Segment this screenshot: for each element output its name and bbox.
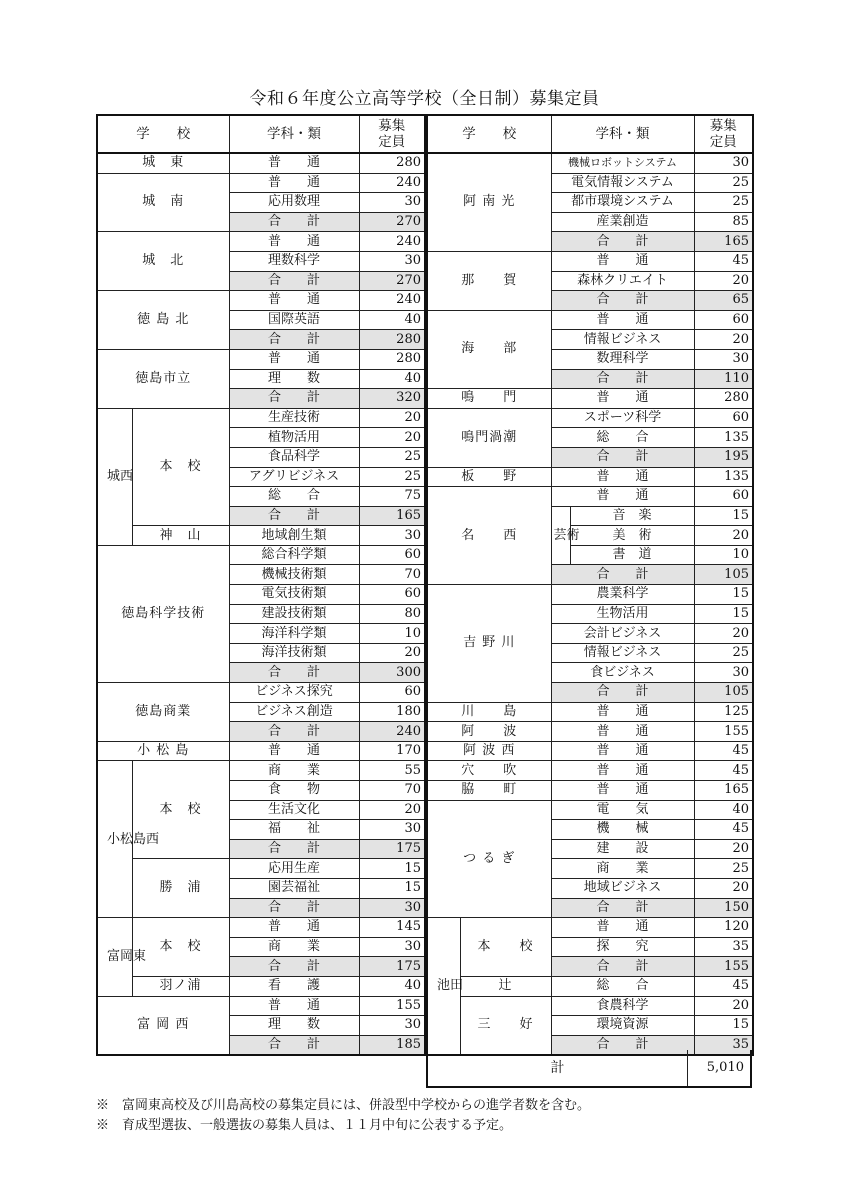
dept-name: 総 合 bbox=[551, 428, 694, 448]
table-row bbox=[427, 310, 753, 330]
total-label: 合 計 bbox=[229, 271, 359, 291]
dept-name: 理数科学 bbox=[229, 251, 359, 271]
dept-name: 会計ビジネス bbox=[551, 624, 694, 644]
dept-name: 普 通 bbox=[551, 741, 694, 761]
capacity-value: 20 bbox=[359, 800, 425, 820]
campus-name: 勝 浦 bbox=[132, 859, 229, 918]
table-row bbox=[427, 389, 753, 409]
dept-name: 総合科学類 bbox=[229, 545, 359, 565]
total-label: 合 計 bbox=[229, 506, 359, 526]
table-row bbox=[427, 408, 753, 428]
total-label: 合 計 bbox=[229, 957, 359, 977]
dept-name: 食ビジネス bbox=[551, 663, 694, 683]
school-name: 徳島市立 bbox=[97, 349, 229, 408]
capacity-value: 25 bbox=[694, 859, 753, 879]
capacity-value: 170 bbox=[359, 741, 425, 761]
capacity-value: 15 bbox=[694, 1016, 753, 1036]
total-label: 合 計 bbox=[551, 447, 694, 467]
capacity-value: 60 bbox=[694, 310, 753, 330]
capacity-value: 60 bbox=[359, 585, 425, 605]
school-name: 鳴門渦潮 bbox=[427, 408, 551, 467]
total-value: 110 bbox=[694, 369, 753, 389]
capacity-value: 125 bbox=[694, 702, 753, 722]
dept-name: 美 術 bbox=[570, 526, 694, 546]
dept-name: 生活文化 bbox=[229, 800, 359, 820]
total-value: 150 bbox=[694, 898, 753, 918]
capacity-value: 30 bbox=[359, 193, 425, 213]
header-row bbox=[427, 115, 753, 153]
total-label: 合 計 bbox=[229, 212, 359, 232]
total-label: 合 計 bbox=[551, 565, 694, 585]
campus-name: 本 校 bbox=[460, 918, 551, 977]
table-row bbox=[97, 526, 425, 546]
dept-name: 普 通 bbox=[551, 918, 694, 938]
table-row bbox=[97, 291, 425, 311]
capacity-value: 60 bbox=[694, 487, 753, 507]
dept-name: 福 祉 bbox=[229, 820, 359, 840]
dept-name: 普 通 bbox=[551, 781, 694, 801]
dept-name: 食農科学 bbox=[551, 996, 694, 1016]
dept-name: 食品科学 bbox=[229, 447, 359, 467]
table-row bbox=[97, 976, 425, 996]
total-value: 105 bbox=[694, 683, 753, 703]
dept-name: 普 通 bbox=[229, 153, 359, 173]
dept-name: 産業創造 bbox=[551, 212, 694, 232]
school-name: 城 東 bbox=[97, 153, 229, 173]
table-row bbox=[97, 545, 425, 565]
dept-name: スポーツ科学 bbox=[551, 408, 694, 428]
dept-name: 海洋技術類 bbox=[229, 643, 359, 663]
table-row bbox=[97, 996, 425, 1016]
capacity-value: 45 bbox=[694, 761, 753, 781]
capacity-value: 40 bbox=[359, 369, 425, 389]
capacity-value: 25 bbox=[694, 643, 753, 663]
school-name: 川 島 bbox=[427, 702, 551, 722]
dept-name: 普 通 bbox=[551, 467, 694, 487]
dept-name: 農業科学 bbox=[551, 585, 694, 605]
dept-name: 情報ビジネス bbox=[551, 330, 694, 350]
dept-name: 数理科学 bbox=[551, 349, 694, 369]
total-value: 280 bbox=[359, 330, 425, 350]
total-value: 320 bbox=[359, 389, 425, 409]
dept-name: 書 道 bbox=[570, 545, 694, 565]
capacity-value: 15 bbox=[694, 585, 753, 605]
dept-name: 生物活用 bbox=[551, 604, 694, 624]
dept-name: 普 通 bbox=[229, 173, 359, 193]
table-row bbox=[97, 408, 425, 428]
footnote: ※ 育成型選抜、一般選抜の募集人員は、１１月中旬に公表する予定。 bbox=[96, 1118, 513, 1133]
campus-name: 本 校 bbox=[132, 408, 229, 526]
total-value: 175 bbox=[359, 839, 425, 859]
dept-name: 建設技術類 bbox=[229, 604, 359, 624]
capacity-value: 45 bbox=[694, 976, 753, 996]
dept-name: 総 合 bbox=[229, 487, 359, 507]
table-row bbox=[427, 761, 753, 781]
table-row bbox=[427, 741, 753, 761]
capacity-value: 280 bbox=[694, 389, 753, 409]
capacity-value: 70 bbox=[359, 565, 425, 585]
dept-name: 機械ロボットシステム bbox=[551, 153, 694, 173]
school-name: 城西 bbox=[97, 408, 132, 545]
dept-name: 看 護 bbox=[229, 976, 359, 996]
school-name: 鳴 門 bbox=[427, 389, 551, 409]
dept-name: 応用数理 bbox=[229, 193, 359, 213]
grand-total-row bbox=[426, 1050, 752, 1088]
total-value: 185 bbox=[359, 1035, 425, 1055]
capacity-value: 25 bbox=[359, 467, 425, 487]
capacity-value: 20 bbox=[694, 839, 753, 859]
dept-name: ビジネス創造 bbox=[229, 702, 359, 722]
dept-name: 普 通 bbox=[551, 761, 694, 781]
dept-name: 理 数 bbox=[229, 369, 359, 389]
school-name: 穴 吹 bbox=[427, 761, 551, 781]
table-row bbox=[97, 741, 425, 761]
capacity-value: 20 bbox=[359, 408, 425, 428]
total-label: 合 計 bbox=[551, 957, 694, 977]
total-value: 195 bbox=[694, 447, 753, 467]
capacity-value: 15 bbox=[359, 859, 425, 879]
dept-name: 普 通 bbox=[551, 487, 694, 507]
total-label: 合 計 bbox=[229, 663, 359, 683]
total-label: 合 計 bbox=[229, 898, 359, 918]
total-label: 合 計 bbox=[229, 839, 359, 859]
total-label: 合 計 bbox=[229, 330, 359, 350]
school-name: 阿 南 光 bbox=[427, 153, 551, 251]
total-label: 合 計 bbox=[229, 722, 359, 742]
header-row bbox=[97, 115, 425, 153]
campus-name: 神 山 bbox=[132, 526, 229, 546]
total-label: 合 計 bbox=[551, 232, 694, 252]
capacity-value: 20 bbox=[359, 643, 425, 663]
school-name: 板 野 bbox=[427, 467, 551, 487]
capacity-value: 155 bbox=[359, 996, 425, 1016]
header-school: 学 校 bbox=[427, 115, 551, 153]
capacity-value: 155 bbox=[694, 722, 753, 742]
dept-name: 地域創生類 bbox=[229, 526, 359, 546]
capacity-value: 10 bbox=[359, 624, 425, 644]
school-name: つ る ぎ bbox=[427, 800, 551, 918]
capacity-table-right bbox=[426, 114, 754, 1056]
total-label: 合 計 bbox=[229, 1035, 359, 1055]
capacity-value: 60 bbox=[694, 408, 753, 428]
dept-name: 普 通 bbox=[229, 349, 359, 369]
table-row bbox=[97, 761, 425, 781]
capacity-value: 20 bbox=[694, 624, 753, 644]
campus-name: 羽ノ浦 bbox=[132, 976, 229, 996]
table-row bbox=[97, 918, 425, 938]
capacity-value: 20 bbox=[694, 330, 753, 350]
dept-name: 園芸福祉 bbox=[229, 878, 359, 898]
table-row bbox=[97, 349, 425, 369]
school-name: 徳 島 北 bbox=[97, 291, 229, 350]
table-row bbox=[427, 722, 753, 742]
school-name: 徳島商業 bbox=[97, 683, 229, 742]
table-row bbox=[427, 585, 753, 605]
dept-name: 普 通 bbox=[229, 741, 359, 761]
dept-name: 生産技術 bbox=[229, 408, 359, 428]
capacity-value: 165 bbox=[694, 781, 753, 801]
capacity-value: 30 bbox=[359, 820, 425, 840]
arts-group-label: 芸術 bbox=[551, 506, 570, 565]
dept-name: アグリビジネス bbox=[229, 467, 359, 487]
dept-name: 電 気 bbox=[551, 800, 694, 820]
total-label: 合 計 bbox=[551, 683, 694, 703]
capacity-value: 25 bbox=[694, 173, 753, 193]
footnote: ※ 富岡東高校及び川島高校の募集定員には、併設型中学校からの進学者数を含む。 bbox=[96, 1098, 591, 1113]
capacity-value: 60 bbox=[359, 545, 425, 565]
total-label: 合 計 bbox=[229, 389, 359, 409]
school-name: 海 部 bbox=[427, 310, 551, 388]
dept-name: 建 設 bbox=[551, 839, 694, 859]
campus-name: 三 好 bbox=[460, 996, 551, 1055]
total-value: 65 bbox=[694, 291, 753, 311]
capacity-value: 240 bbox=[359, 291, 425, 311]
dept-name: 普 通 bbox=[229, 291, 359, 311]
dept-name: 普 通 bbox=[229, 232, 359, 252]
grand-total-value: 5,010 bbox=[706, 1060, 744, 1075]
capacity-value: 85 bbox=[694, 212, 753, 232]
capacity-value: 15 bbox=[359, 878, 425, 898]
dept-name: 普 通 bbox=[551, 702, 694, 722]
total-value: 270 bbox=[359, 271, 425, 291]
dept-name: 音 楽 bbox=[570, 506, 694, 526]
capacity-value: 30 bbox=[359, 526, 425, 546]
capacity-value: 45 bbox=[694, 741, 753, 761]
school-name: 小松島西 bbox=[97, 761, 132, 918]
dept-name: 普 通 bbox=[229, 996, 359, 1016]
dept-name: 機械技術類 bbox=[229, 565, 359, 585]
capacity-value: 20 bbox=[694, 526, 753, 546]
dept-name: 理 数 bbox=[229, 1016, 359, 1036]
dept-name: 食 物 bbox=[229, 781, 359, 801]
dept-name: 商 業 bbox=[229, 937, 359, 957]
capacity-value: 280 bbox=[359, 153, 425, 173]
capacity-value: 20 bbox=[359, 428, 425, 448]
dept-name: 電気技術類 bbox=[229, 585, 359, 605]
school-name: 那 賀 bbox=[427, 251, 551, 310]
header-cap: 募集定員 bbox=[694, 115, 753, 153]
capacity-value: 15 bbox=[694, 506, 753, 526]
total-label: 合 計 bbox=[551, 1035, 694, 1055]
capacity-value: 30 bbox=[694, 349, 753, 369]
capacity-value: 45 bbox=[694, 820, 753, 840]
table-row bbox=[97, 232, 425, 252]
total-value: 165 bbox=[359, 506, 425, 526]
dept-name: 普 通 bbox=[551, 722, 694, 742]
dept-name: 海洋科学類 bbox=[229, 624, 359, 644]
table-row bbox=[97, 683, 425, 703]
capacity-value: 45 bbox=[694, 251, 753, 271]
school-name: 脇 町 bbox=[427, 781, 551, 801]
capacity-value: 180 bbox=[359, 702, 425, 722]
capacity-value: 240 bbox=[359, 173, 425, 193]
school-name: 吉 野 川 bbox=[427, 585, 551, 703]
capacity-value: 25 bbox=[694, 193, 753, 213]
capacity-value: 40 bbox=[359, 310, 425, 330]
dept-name: 植物活用 bbox=[229, 428, 359, 448]
capacity-value: 55 bbox=[359, 761, 425, 781]
capacity-value: 145 bbox=[359, 918, 425, 938]
school-name: 池田 bbox=[427, 918, 460, 1056]
capacity-value: 120 bbox=[694, 918, 753, 938]
total-value: 240 bbox=[359, 722, 425, 742]
dept-name: 森林クリエイト bbox=[551, 271, 694, 291]
dept-name: 商 業 bbox=[229, 761, 359, 781]
capacity-value: 280 bbox=[359, 349, 425, 369]
campus-name: 辻 bbox=[460, 976, 551, 996]
dept-name: 国際英語 bbox=[229, 310, 359, 330]
capacity-value: 60 bbox=[359, 683, 425, 703]
capacity-value: 135 bbox=[694, 467, 753, 487]
total-value: 165 bbox=[694, 232, 753, 252]
header-dept: 学科・類 bbox=[229, 115, 359, 153]
school-name: 阿 波 西 bbox=[427, 741, 551, 761]
total-value: 30 bbox=[359, 898, 425, 918]
dept-name: 応用生産 bbox=[229, 859, 359, 879]
dept-name: 都市環境システム bbox=[551, 193, 694, 213]
dept-name: 機 械 bbox=[551, 820, 694, 840]
school-name: 阿 波 bbox=[427, 722, 551, 742]
dept-name: 商 業 bbox=[551, 859, 694, 879]
dept-name: 地域ビジネス bbox=[551, 878, 694, 898]
table-row bbox=[427, 918, 753, 938]
capacity-value: 40 bbox=[694, 800, 753, 820]
total-label: 合 計 bbox=[551, 291, 694, 311]
total-label: 合 計 bbox=[551, 898, 694, 918]
campus-name: 本 校 bbox=[132, 918, 229, 977]
capacity-value: 30 bbox=[359, 251, 425, 271]
dept-name: 普 通 bbox=[229, 918, 359, 938]
table-row bbox=[427, 781, 753, 801]
capacity-value: 25 bbox=[359, 447, 425, 467]
total-value: 35 bbox=[694, 1035, 753, 1055]
dept-name: 総 合 bbox=[551, 976, 694, 996]
total-value: 105 bbox=[694, 565, 753, 585]
school-name: 徳島科学技術 bbox=[97, 545, 229, 682]
total-value: 175 bbox=[359, 957, 425, 977]
dept-name: 普 通 bbox=[551, 389, 694, 409]
capacity-value: 70 bbox=[359, 781, 425, 801]
campus-name: 本 校 bbox=[132, 761, 229, 859]
table-row bbox=[427, 467, 753, 487]
header-cap: 募集定員 bbox=[359, 115, 425, 153]
table-row bbox=[97, 153, 425, 173]
dept-name: 探 究 bbox=[551, 937, 694, 957]
capacity-value: 10 bbox=[694, 545, 753, 565]
dept-name: 普 通 bbox=[551, 251, 694, 271]
total-label: 合 計 bbox=[551, 369, 694, 389]
dept-name: 普 通 bbox=[551, 310, 694, 330]
capacity-value: 20 bbox=[694, 996, 753, 1016]
capacity-value: 80 bbox=[359, 604, 425, 624]
table-row bbox=[427, 487, 753, 507]
capacity-table-left bbox=[96, 114, 426, 1056]
dept-name: 情報ビジネス bbox=[551, 643, 694, 663]
table-row bbox=[427, 996, 753, 1016]
capacity-value: 30 bbox=[694, 153, 753, 173]
header-dept: 学科・類 bbox=[551, 115, 694, 153]
table-row bbox=[427, 702, 753, 722]
school-name: 富岡東 bbox=[97, 918, 132, 996]
table-row bbox=[427, 800, 753, 820]
page-title: 令和６年度公立高等学校（全日制）募集定員 bbox=[249, 89, 600, 109]
capacity-value: 40 bbox=[359, 976, 425, 996]
capacity-value: 30 bbox=[694, 663, 753, 683]
capacity-value: 20 bbox=[694, 271, 753, 291]
capacity-value: 35 bbox=[694, 937, 753, 957]
school-name: 城 南 bbox=[97, 173, 229, 232]
table-row bbox=[427, 976, 753, 996]
table-row bbox=[97, 173, 425, 193]
grand-total-label: 計 bbox=[428, 1050, 688, 1086]
total-value: 270 bbox=[359, 212, 425, 232]
dept-name: 電気情報システム bbox=[551, 173, 694, 193]
capacity-value: 20 bbox=[694, 878, 753, 898]
capacity-value: 30 bbox=[359, 1016, 425, 1036]
dept-name: ビジネス探究 bbox=[229, 683, 359, 703]
header-school: 学 校 bbox=[97, 115, 229, 153]
table-row bbox=[427, 251, 753, 271]
dept-name: 環境資源 bbox=[551, 1016, 694, 1036]
total-value: 155 bbox=[694, 957, 753, 977]
capacity-value: 75 bbox=[359, 487, 425, 507]
capacity-value: 30 bbox=[359, 937, 425, 957]
school-name: 城 北 bbox=[97, 232, 229, 291]
school-name: 小 松 島 bbox=[97, 741, 229, 761]
school-name: 富 岡 西 bbox=[97, 996, 229, 1055]
capacity-value: 240 bbox=[359, 232, 425, 252]
capacity-value: 135 bbox=[694, 428, 753, 448]
capacity-value: 15 bbox=[694, 604, 753, 624]
school-name: 名 西 bbox=[427, 487, 551, 585]
table-row bbox=[427, 153, 753, 173]
total-value: 300 bbox=[359, 663, 425, 683]
table-row bbox=[97, 859, 425, 879]
